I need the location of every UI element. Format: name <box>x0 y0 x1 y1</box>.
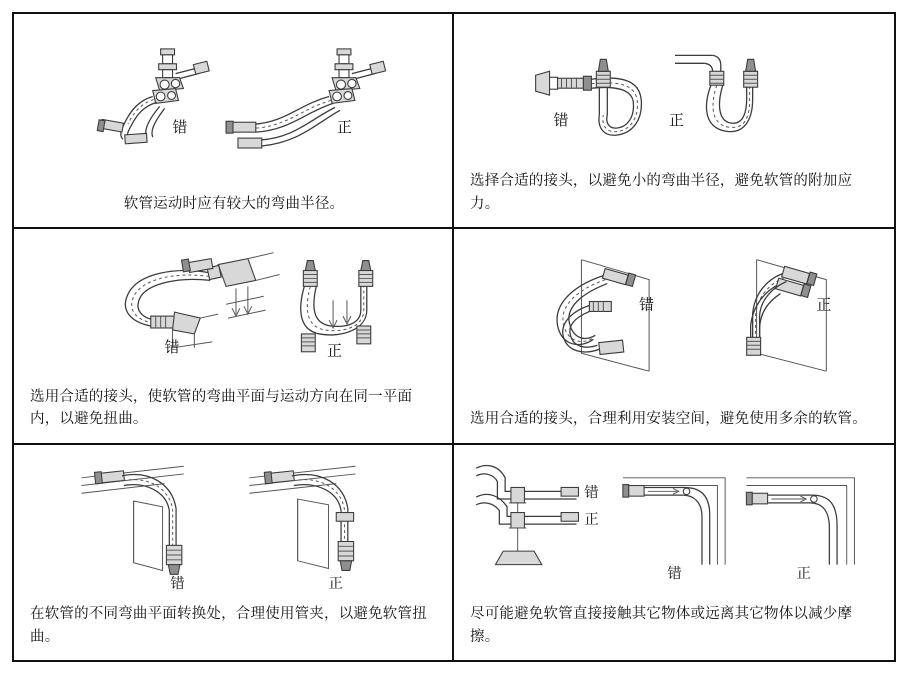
diagram-cell-2 <box>454 14 894 229</box>
diagram-cell-4 <box>454 229 894 444</box>
figure-6 <box>454 445 894 599</box>
mark-label-wrong-1: 错 <box>172 118 188 137</box>
diagram-cell-3 <box>14 229 454 444</box>
caption-6: 尽可能避免软管直接接触其它物体或远离其它物体以减少摩擦。 <box>470 606 853 645</box>
figure-2 <box>454 14 894 166</box>
mark-label-wrong-5: 错 <box>170 575 185 592</box>
figure-4 <box>454 229 894 404</box>
caption-2: 选择合适的接头，以避免小的弯曲半径，避免软管的附加应力。 <box>470 173 853 212</box>
mark-label-wrong-6b: 错 <box>667 565 682 582</box>
figure-3 <box>14 229 452 381</box>
mark-label-right-4: 正 <box>816 295 832 314</box>
mark-label-wrong-4: 错 <box>639 295 655 314</box>
caption-5: 在软管的不同弯曲平面转换处，合理使用管夹，以避免软管扭曲。 <box>30 606 427 645</box>
diagram-grid <box>12 12 896 662</box>
mark-label-right-5: 正 <box>328 575 343 592</box>
mark-label-wrong-2: 错 <box>553 111 569 130</box>
diagram-cell-1 <box>14 14 454 229</box>
diagram-cell-5 <box>14 445 454 660</box>
mark-label-right-1: 正 <box>337 118 352 137</box>
caption-4: 选用合适的接头，合理利用安装空间，避免使用多余的软管。 <box>470 411 867 428</box>
caption-1: 软管运动时应有较大的弯曲半径。 <box>123 195 345 212</box>
mark-label-right-6a: 正 <box>584 511 599 528</box>
mark-label-right-2: 正 <box>669 111 684 130</box>
mark-label-right-6b: 正 <box>796 565 812 582</box>
caption-3: 选用合适的接头，使软管的弯曲平面与运动方向在同一平面内，以避免扭曲。 <box>30 388 413 428</box>
mark-label-right-3: 正 <box>327 342 343 361</box>
figure-5 <box>14 445 452 599</box>
figure-1 <box>14 14 452 189</box>
diagram-cell-6 <box>454 445 894 660</box>
mark-label-wrong-3: 错 <box>164 338 180 357</box>
mark-label-wrong-6a: 错 <box>584 484 599 501</box>
